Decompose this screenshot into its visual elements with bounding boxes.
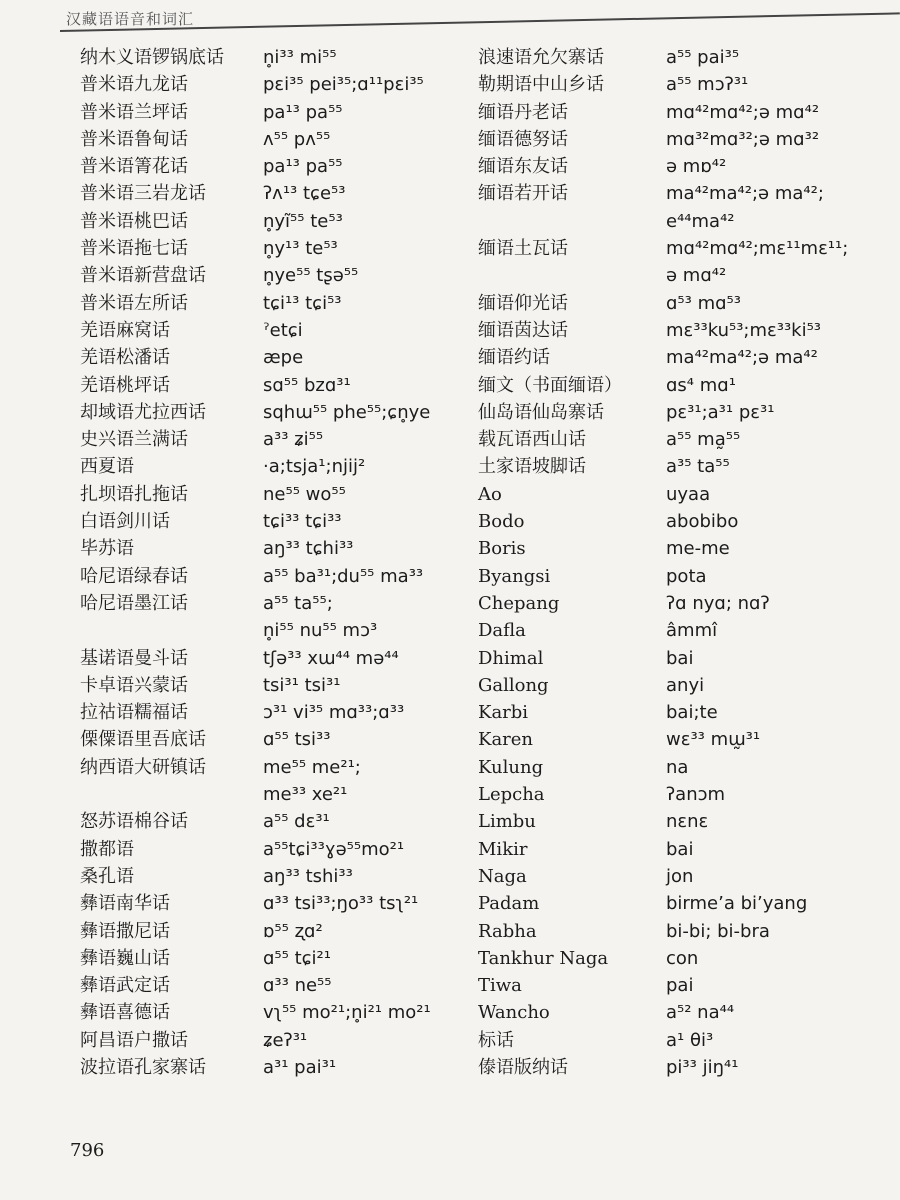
word-form xyxy=(263,836,485,863)
word-form xyxy=(666,836,900,863)
word-form xyxy=(263,672,485,699)
word-form xyxy=(666,754,900,781)
word-form-line: abobibo xyxy=(666,511,739,533)
language-name: 普米语鲁甸话 xyxy=(80,128,188,150)
entry-row xyxy=(478,290,900,317)
entry-row xyxy=(80,426,485,453)
language-name: 普米语兰坪话 xyxy=(80,101,188,123)
word-form xyxy=(666,726,900,753)
language-name: 缅语若开话 xyxy=(478,183,568,205)
word-form xyxy=(263,453,485,480)
word-form-line: vʅ⁵⁵ mo²¹;n̥i²¹ mo²¹ xyxy=(263,1002,431,1024)
word-form-line: a⁵² na⁴⁴ xyxy=(666,1002,735,1024)
running-title: 汉藏语语音和词汇 xyxy=(66,10,195,28)
word-form xyxy=(666,590,900,617)
word-form-line: pai xyxy=(666,975,694,997)
word-form-line: ma⁴²ma⁴²;ə ma⁴² xyxy=(666,347,818,369)
language-name: Boris xyxy=(478,538,526,560)
entry-row xyxy=(80,399,485,426)
entry-row xyxy=(80,645,485,672)
language-name: Karbi xyxy=(478,702,529,724)
word-form-line: ə mɒ⁴² xyxy=(666,156,727,178)
language-name: 缅语德努话 xyxy=(478,128,568,150)
language-name: 土家语坡脚话 xyxy=(478,456,586,478)
language-name: 彝语南华话 xyxy=(80,893,170,915)
word-form-line: sɑ⁵⁵ bzɑ³¹ xyxy=(263,374,351,396)
word-form-line: n̥yĩ⁵⁵ te⁵³ xyxy=(263,210,343,232)
entry-row xyxy=(478,1054,900,1081)
entry-row xyxy=(478,126,900,153)
entry-row xyxy=(478,999,900,1026)
language-name: 羌语松潘话 xyxy=(80,347,170,369)
entry-row xyxy=(478,726,900,753)
language-name: 羌语桃坪话 xyxy=(80,374,170,396)
entry-row xyxy=(80,999,485,1026)
entry-row xyxy=(80,208,485,235)
language-name: 毕苏语 xyxy=(80,538,134,560)
entry-row xyxy=(478,481,900,508)
word-form-line: me³³ xe²¹ xyxy=(263,784,348,806)
language-name: 彝语武定话 xyxy=(80,975,170,997)
word-form xyxy=(666,481,900,508)
word-form xyxy=(666,1027,900,1054)
word-form xyxy=(263,1054,485,1081)
word-form-line: ə mɑ⁴² xyxy=(666,265,727,287)
word-form xyxy=(666,453,900,480)
word-form-line: a³⁵ ta⁵⁵ xyxy=(666,456,730,478)
word-form-line: a⁵⁵ ma̰⁵⁵ xyxy=(666,429,741,451)
language-name: 载瓦语西山话 xyxy=(478,429,586,451)
entry-row xyxy=(80,317,485,344)
language-name: 撒都语 xyxy=(80,838,134,860)
word-form-line: me-me xyxy=(666,538,730,560)
language-name: Byangsi xyxy=(478,565,551,587)
word-form-line: pi³³ jiŋ⁴¹ xyxy=(666,1056,739,1078)
entry-row xyxy=(80,918,485,945)
language-name: 纳西语大研镇话 xyxy=(80,756,206,778)
word-form xyxy=(666,399,900,426)
language-name: 彝语喜德话 xyxy=(80,1002,170,1024)
word-form-line: sqhɯ⁵⁵ phe⁵⁵;ɕn̥ye xyxy=(263,401,431,423)
word-form xyxy=(666,153,900,180)
word-form xyxy=(263,235,485,262)
entry-row xyxy=(478,399,900,426)
language-name: 缅文（书面缅语） xyxy=(478,374,622,396)
word-form-line: wɛ³³ mɯ̰³¹ xyxy=(666,729,761,751)
word-form-line: a⁵⁵ ba³¹;du⁵⁵ ma³³ xyxy=(263,565,424,587)
entry-row xyxy=(478,808,900,835)
word-form-line: âmmî xyxy=(666,620,718,642)
word-form xyxy=(263,972,485,999)
language-name: 缅语土瓦话 xyxy=(478,238,568,260)
word-form xyxy=(263,344,485,371)
word-form xyxy=(263,508,485,535)
word-form xyxy=(263,590,485,645)
word-form-line: a⁵⁵ mɔʔ³¹ xyxy=(666,74,749,96)
word-form xyxy=(666,863,900,890)
language-name: 白语剑川话 xyxy=(80,511,170,533)
word-form xyxy=(666,999,900,1026)
language-name: 缅语约话 xyxy=(478,347,550,369)
language-name: 普米语左所话 xyxy=(80,292,188,314)
word-form xyxy=(666,71,900,98)
language-name: Naga xyxy=(478,865,527,887)
entry-row xyxy=(80,535,485,562)
word-form-line: a³¹ pai³¹ xyxy=(263,1056,337,1078)
entry-row xyxy=(478,99,900,126)
language-name: 标话 xyxy=(478,1029,514,1051)
word-form xyxy=(263,126,485,153)
word-form-line: jon xyxy=(666,865,694,887)
word-form-line: ʌ⁵⁵ pʌ⁵⁵ xyxy=(263,128,331,150)
entry-row xyxy=(80,481,485,508)
word-form xyxy=(666,918,900,945)
entry-row xyxy=(478,153,900,180)
language-name: Wancho xyxy=(478,1002,550,1024)
word-form-line: pa¹³ pa⁵⁵ xyxy=(263,101,343,123)
word-form xyxy=(263,918,485,945)
word-form xyxy=(666,645,900,672)
language-name: 普米语三岩龙话 xyxy=(80,183,206,205)
language-name: Chepang xyxy=(478,592,560,614)
language-name: 浪速语允欠寨话 xyxy=(478,47,604,68)
word-form-line: tsi³¹ tsi³¹ xyxy=(263,674,341,696)
entry-row xyxy=(80,71,485,98)
word-form xyxy=(263,153,485,180)
word-form xyxy=(666,344,900,371)
entry-row xyxy=(478,317,900,344)
word-form-line: con xyxy=(666,947,699,969)
word-form-line: æpe xyxy=(263,347,304,369)
word-form xyxy=(666,44,900,71)
word-form-line: tɕi³³ tɕi³³ xyxy=(263,511,342,533)
language-name: 纳木义语锣锅底话 xyxy=(80,47,224,68)
entry-row xyxy=(478,972,900,999)
language-name: 却域语尤拉西话 xyxy=(80,401,206,423)
entry-row xyxy=(478,754,900,781)
entry-row xyxy=(80,372,485,399)
entry-row xyxy=(80,890,485,917)
entry-row xyxy=(80,808,485,835)
word-form-line: mɑ⁴²mɑ⁴²;mɛ¹¹mɛ¹¹; xyxy=(666,238,849,260)
language-name: 傈僳语里吾底话 xyxy=(80,729,206,751)
word-form-line: ʑeʔ³¹ xyxy=(263,1029,308,1051)
entry-row xyxy=(478,863,900,890)
word-form-line: na xyxy=(666,756,689,778)
word-form-line: ɑ⁵⁵ tɕi²¹ xyxy=(263,947,331,969)
entry-row xyxy=(478,426,900,453)
entry-row xyxy=(478,372,900,399)
word-form-line: bai xyxy=(666,647,694,669)
language-name: 普米语箐花话 xyxy=(80,156,188,178)
entry-row xyxy=(478,235,900,290)
language-name: Dafla xyxy=(478,620,526,642)
word-form-line: tɕi¹³ tɕi⁵³ xyxy=(263,292,342,314)
language-name: Rabha xyxy=(478,920,537,942)
word-form xyxy=(666,180,900,235)
word-form-line: n̥ye⁵⁵ tʂə⁵⁵ xyxy=(263,265,359,287)
entry-row xyxy=(80,754,485,809)
word-form-line: ʔanɔm xyxy=(666,784,726,806)
entry-row xyxy=(80,290,485,317)
language-name: 缅语茵达话 xyxy=(478,319,568,341)
word-form xyxy=(263,645,485,672)
language-name: 缅语东友话 xyxy=(478,156,568,178)
word-form xyxy=(666,126,900,153)
word-form-line: mɑ³²mɑ³²;ə mɑ³² xyxy=(666,128,820,150)
word-form-line: n̥i⁵⁵ nu⁵⁵ mɔ³ xyxy=(263,620,378,642)
word-form-line: mɛ³³ku⁵³;mɛ³³ki⁵³ xyxy=(666,319,822,341)
entry-row xyxy=(80,126,485,153)
word-form xyxy=(666,617,900,644)
word-form xyxy=(666,781,900,808)
right-column xyxy=(478,44,900,1081)
word-form-line: pota xyxy=(666,565,707,587)
language-name: 怒苏语棉谷话 xyxy=(80,811,188,833)
language-name: 史兴语兰满话 xyxy=(80,429,188,451)
word-form-line: ɑs⁴ mɑ¹ xyxy=(666,374,736,396)
entry-row xyxy=(80,672,485,699)
language-name: Karen xyxy=(478,729,534,751)
word-form-line: n̥i³³ mi⁵⁵ xyxy=(263,47,337,68)
word-form xyxy=(666,426,900,453)
word-form xyxy=(263,1027,485,1054)
word-form xyxy=(666,699,900,726)
language-name: 西夏语 xyxy=(80,456,134,478)
entry-row xyxy=(478,71,900,98)
entry-row xyxy=(80,945,485,972)
language-name: Limbu xyxy=(478,811,536,833)
word-form-line: e⁴⁴ma⁴² xyxy=(666,210,735,232)
word-form-line: mɑ⁴²mɑ⁴²;ə mɑ⁴² xyxy=(666,101,820,123)
entry-row xyxy=(478,563,900,590)
entry-row xyxy=(80,99,485,126)
word-form xyxy=(666,890,900,917)
word-form xyxy=(263,754,485,809)
word-form-line: n̥y¹³ te⁵³ xyxy=(263,238,338,260)
word-form-line: ɒ⁵⁵ ʐɑ² xyxy=(263,920,323,942)
language-name: 缅语仰光话 xyxy=(478,292,568,314)
language-name: Mikir xyxy=(478,838,528,860)
entry-row xyxy=(478,508,900,535)
language-name: Ao xyxy=(478,483,502,505)
word-form-line: ɔ³¹ vi³⁵ mɑ³³;ɑ³³ xyxy=(263,702,405,724)
word-form-line: nɛnɛ xyxy=(666,811,709,833)
entry-row xyxy=(478,890,900,917)
entry-row xyxy=(478,699,900,726)
entry-row xyxy=(80,180,485,207)
entry-row xyxy=(80,836,485,863)
word-form-line: anyi xyxy=(666,674,705,696)
word-form-line: aŋ³³ tɕhi³³ xyxy=(263,538,354,560)
word-form-line: a⁵⁵ dɛ³¹ xyxy=(263,811,330,833)
language-name: Dhimal xyxy=(478,647,544,669)
word-form xyxy=(666,672,900,699)
word-form xyxy=(666,808,900,835)
word-form-line: ɑ⁵⁵ tsi³³ xyxy=(263,729,331,751)
word-form xyxy=(263,317,485,344)
entry-row xyxy=(80,1054,485,1081)
entry-row xyxy=(478,918,900,945)
language-name: 普米语新营盘话 xyxy=(80,265,206,287)
word-form-line: pɛi³⁵ pei³⁵;ɑ¹¹pɛi³⁵ xyxy=(263,74,424,96)
word-form-line: a¹ θi³ xyxy=(666,1029,714,1051)
word-form xyxy=(263,180,485,207)
entry-row xyxy=(80,563,485,590)
language-name: 波拉语孔家寨话 xyxy=(80,1056,206,1078)
word-form-line: ɑ⁵³ mɑ⁵³ xyxy=(666,292,741,314)
word-form-line: ʔʌ¹³ tɕe⁵³ xyxy=(263,183,346,205)
language-name: 普米语九龙话 xyxy=(80,74,188,96)
entry-row xyxy=(80,972,485,999)
entry-row xyxy=(478,344,900,371)
word-form-line: tʃə³³ xɯ⁴⁴ mə⁴⁴ xyxy=(263,647,399,669)
entry-row xyxy=(478,1027,900,1054)
language-name: 基诺语曼斗话 xyxy=(80,647,188,669)
language-name: 卡卓语兴蒙话 xyxy=(80,674,188,696)
word-form xyxy=(666,317,900,344)
language-name: 傣语版纳话 xyxy=(478,1056,568,1078)
entry-row xyxy=(478,836,900,863)
word-form xyxy=(263,808,485,835)
word-form xyxy=(263,481,485,508)
entry-row xyxy=(80,262,485,289)
word-form xyxy=(263,399,485,426)
word-form-line: a⁵⁵ pai³⁵ xyxy=(666,47,740,68)
entry-row xyxy=(478,645,900,672)
word-form xyxy=(666,563,900,590)
language-name: 哈尼语绿春话 xyxy=(80,565,188,587)
word-form xyxy=(666,508,900,535)
word-form-line: pa¹³ pa⁵⁵ xyxy=(263,156,343,178)
word-form xyxy=(263,290,485,317)
word-form xyxy=(263,699,485,726)
entry-row xyxy=(478,590,900,617)
word-form xyxy=(666,1054,900,1081)
word-form-line: me⁵⁵ me²¹; xyxy=(263,756,361,778)
word-form xyxy=(263,726,485,753)
entry-row xyxy=(478,945,900,972)
word-form-line: ma⁴²ma⁴²;ə ma⁴²; xyxy=(666,183,824,205)
word-form xyxy=(666,372,900,399)
entry-row xyxy=(80,344,485,371)
language-name: Padam xyxy=(478,893,540,915)
language-name: 普米语桃巴话 xyxy=(80,210,188,232)
entry-row xyxy=(478,180,900,235)
entry-row xyxy=(80,153,485,180)
word-form-line: birme’a bi’yang xyxy=(666,893,808,915)
language-name: 桑孔语 xyxy=(80,865,134,887)
language-name: 哈尼语墨江话 xyxy=(80,592,188,614)
language-name: Tankhur Naga xyxy=(478,947,609,969)
language-name: Tiwa xyxy=(478,975,522,997)
word-form-line: ·a;tsja¹;njij² xyxy=(263,456,366,478)
word-form xyxy=(263,535,485,562)
word-form xyxy=(263,426,485,453)
word-form-line: a³³ ʑi⁵⁵ xyxy=(263,429,324,451)
word-form-line: aŋ³³ tshi³³ xyxy=(263,865,353,887)
language-name: 羌语麻窝话 xyxy=(80,319,170,341)
word-form xyxy=(666,99,900,126)
word-form-line: a⁵⁵tɕi³³ɣə⁵⁵mo²¹ xyxy=(263,838,405,860)
left-column xyxy=(80,44,485,1081)
language-name: 仙岛语仙岛寨话 xyxy=(478,401,604,423)
entry-row xyxy=(478,535,900,562)
word-form-line: a⁵⁵ ta⁵⁵; xyxy=(263,592,333,614)
word-form xyxy=(263,372,485,399)
entry-row xyxy=(80,508,485,535)
entry-row xyxy=(478,617,900,644)
word-form-line: uyaa xyxy=(666,483,711,505)
word-form xyxy=(263,945,485,972)
word-form xyxy=(666,235,900,290)
entry-row xyxy=(478,453,900,480)
word-form-line: bai xyxy=(666,838,694,860)
language-name: 普米语拖七话 xyxy=(80,238,188,260)
word-form xyxy=(263,863,485,890)
language-name: 彝语巍山话 xyxy=(80,947,170,969)
language-name: 彝语撒尼话 xyxy=(80,920,170,942)
word-form-line: ʔɑ nyɑ; nɑʔ xyxy=(666,592,770,614)
language-name: 缅语丹老话 xyxy=(478,101,568,123)
language-name: Gallong xyxy=(478,674,549,696)
word-form xyxy=(263,208,485,235)
entry-row xyxy=(80,726,485,753)
entry-row xyxy=(478,781,900,808)
word-form xyxy=(666,972,900,999)
entry-row xyxy=(80,453,485,480)
word-form xyxy=(666,290,900,317)
word-form xyxy=(263,890,485,917)
word-form xyxy=(263,44,485,71)
entry-row xyxy=(478,672,900,699)
language-name: Bodo xyxy=(478,511,525,533)
word-form-line: ɑ³³ tsi³³;ŋo³³ tsʅ²¹ xyxy=(263,893,419,915)
word-form xyxy=(666,535,900,562)
entry-row xyxy=(478,44,900,71)
word-form-line: pɛ³¹;a³¹ pɛ³¹ xyxy=(666,401,775,423)
language-name: 拉祜语糯福话 xyxy=(80,702,188,724)
word-form-line: ˀetɕi xyxy=(263,319,303,341)
entry-row xyxy=(80,699,485,726)
word-form xyxy=(263,262,485,289)
entry-row xyxy=(80,590,485,645)
word-form xyxy=(263,99,485,126)
language-name: 勒期语中山乡话 xyxy=(478,74,604,96)
word-form-line: ne⁵⁵ wo⁵⁵ xyxy=(263,483,346,505)
word-form-line: ɑ³³ ne⁵⁵ xyxy=(263,975,332,997)
word-form-line: bai;te xyxy=(666,702,718,724)
page-number: 796 xyxy=(70,1140,105,1161)
word-form xyxy=(263,563,485,590)
word-form xyxy=(666,945,900,972)
word-form xyxy=(263,71,485,98)
entry-row xyxy=(80,863,485,890)
language-name: 扎坝语扎拖话 xyxy=(80,483,188,505)
word-form-line: bi-bi; bi-bra xyxy=(666,920,770,942)
language-name: 阿昌语户撒话 xyxy=(80,1029,188,1051)
entry-row xyxy=(80,1027,485,1054)
language-name: Kulung xyxy=(478,756,544,778)
word-form xyxy=(263,999,485,1026)
entry-row xyxy=(80,235,485,262)
entry-row xyxy=(80,44,485,71)
language-name: Lepcha xyxy=(478,784,545,806)
